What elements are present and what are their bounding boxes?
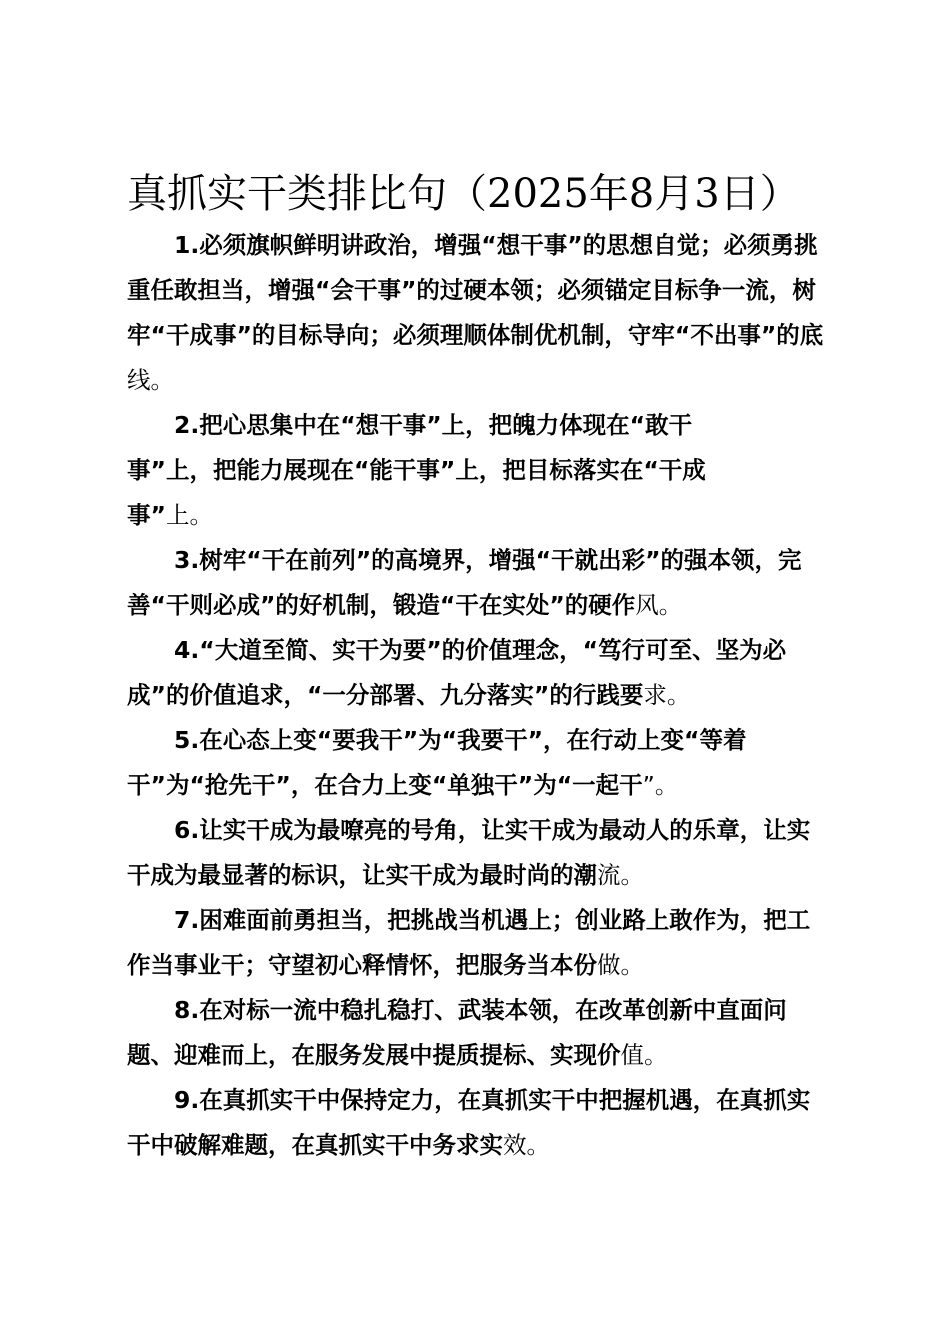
- paragraph-7-end: 做。: [597, 951, 644, 979]
- paragraph-5-text: 5.在心态上变“要我干”为“我要干”，在行动上变“等着干”为“抢先干”，在合力上变“单独干”为“一起干: [127, 726, 747, 799]
- paragraph-8: [127, 988, 827, 1078]
- paragraph-3-text: 3.树牢“干在前列”的高境界，增强“干就出彩”的强本领，完善“干则必成”的好机制，锻造“干在实处”的硬作: [127, 546, 802, 619]
- paragraph-4-text: 4.“大道至简、实干为要”的价值理念，“笃行可至、坚为必成”的价值追求，“一分部署、九分落实”的行践要: [127, 636, 787, 709]
- paragraph-7-text: 7.困难面前勇担当，把挑战当机遇上；创业路上敢作为，把工作当事业干；守望初心释情怀，把服务当本份: [127, 906, 811, 979]
- paragraph-9-text: 9.在真抓实干中保持定力，在真抓实干中把握机遇，在真抓实干中破解难题，在真抓实干中务求实: [127, 1086, 811, 1159]
- paragraph-9-end: 效。: [503, 1131, 550, 1159]
- paragraph-5-end: ”。: [642, 771, 679, 799]
- paragraph-4: [127, 628, 827, 718]
- paragraph-1-end: 线。: [127, 366, 174, 394]
- paragraph-6: [127, 808, 827, 898]
- paragraph-5: [127, 718, 827, 808]
- paragraph-6-end: 流。: [597, 861, 644, 889]
- paragraph-2: [127, 403, 752, 538]
- document-body: [127, 223, 827, 1168]
- paragraph-2-text: 2.把心思集中在“想干事”上，把魄力体现在“敢干事”上，把能力展现在“能干事”上，把目标落实在“干成事”: [127, 411, 706, 529]
- paragraph-2-end: 上。: [165, 501, 213, 529]
- paragraph-4-end: 求。: [643, 681, 691, 709]
- paragraph-3-end: 风。: [635, 591, 683, 619]
- paragraph-3: [127, 538, 827, 628]
- paragraph-8-end: 值。: [620, 1041, 668, 1069]
- paragraph-9: [127, 1078, 827, 1168]
- paragraph-8-text: 8.在对标一流中稳扎稳打、武装本领，在改革创新中直面问题、迎难而上，在服务发展中提质提标、实现价: [127, 996, 787, 1069]
- paragraph-6-text: 6.让实干成为最嘹亮的号角，让实干成为最动人的乐章，让实干成为最显著的标识，让实干成为最时尚的潮: [127, 816, 811, 889]
- paragraph-7: [127, 898, 827, 988]
- paragraph-1: [127, 223, 827, 403]
- document-title: 真抓实干类排比句（2025年8月3日）: [127, 171, 800, 217]
- paragraph-1-text: 1.必须旗帜鲜明讲政治，增强“想干事”的思想自觉；必须勇挑重任敢担当，增强“会干事”的过硬本领；必须锚定目标争一流，树牢“干成事”的目标导向；必须理顺体制优机制，守牢“不出事”的底: [127, 231, 824, 349]
